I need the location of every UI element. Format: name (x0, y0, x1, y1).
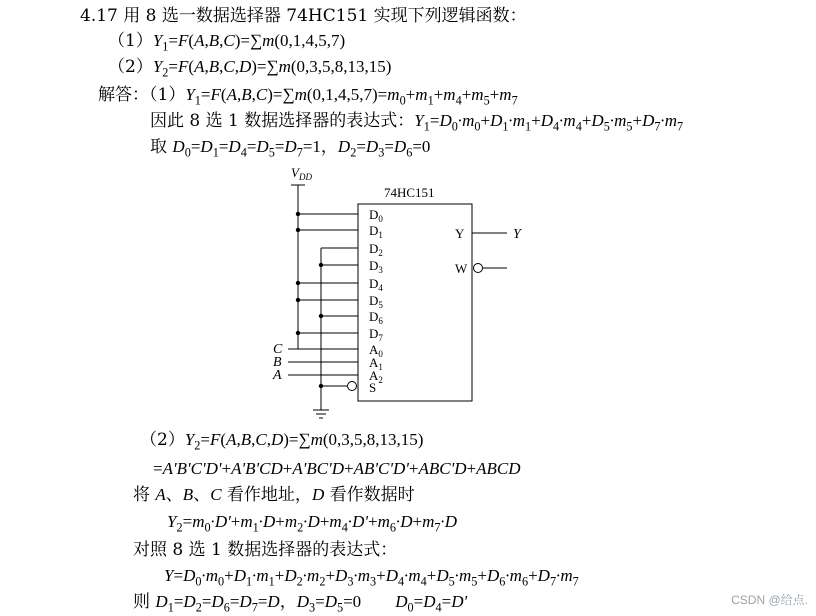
text-line-l13: 则 $D_1=D_2=D_6=D_7=D$，$D_3=D_5=0$ $D_0=D_4=D'$ (133, 592, 468, 615)
watermark: CSDN @给点. (731, 593, 808, 607)
text-line-l7: $(2)Y_2=F(A,B,C,D)=\sum m(0,3,5,8,13,15)$ (140, 430, 424, 453)
text-line-l1: 4.17 用 8 选一数据选择器 74HC151 实现下列逻辑函数： (80, 6, 527, 26)
addr-input-a: A (273, 368, 282, 383)
pin-label-a0: $A_0$ (369, 342, 383, 359)
pin-label-d5: $D_5$ (369, 293, 383, 310)
pin-label-d0: $D_0$ (369, 207, 383, 224)
text-line-l8: =A'B'C'D'+A'B'CD+A'BC'D+AB'C'D'+ABC'D+ABCD (153, 459, 521, 478)
junction-d0-vdd (296, 212, 300, 216)
pin-label-a1: $A_1$ (369, 355, 383, 372)
text-line-l5: 因此 8 选 1 数据选择器的表达式：$Y_1=D_0\cdot m_0+D_1\cdot m_1+D_4\cdot m_4+D_5\cdot m_5+D_7\cdot m_7$ (150, 111, 684, 134)
pin-label-d1: $D_1$ (369, 223, 383, 240)
text-line-l4: 解答：$(1)Y_1=F(A,B,C)=\sum m(0,1,4,5,7)=m_0+m_1+m_4+m_5+m_7$ (98, 85, 518, 108)
junction-d5-vdd (296, 298, 300, 302)
output-y-label: Y (513, 227, 521, 242)
vdd-label: $V_{DD}$ (291, 165, 312, 182)
pin-label-d7: $D_7$ (369, 326, 383, 343)
pin-label-d4: $D_4$ (369, 276, 383, 293)
pin-label-y: Y (455, 226, 465, 241)
pin-label-d6: $D_6$ (369, 309, 383, 326)
junction-d1-vdd (296, 228, 300, 232)
text-line-l3: $(2)Y_2=F(A,B,C,D)=\sum m(0,3,5,8,13,15)$ (108, 57, 392, 80)
text-line-l11: 对照 8 选 1 数据选择器的表达式： (133, 540, 398, 560)
junction-d6-gnd (319, 314, 323, 318)
addr-input-b: B (273, 355, 282, 370)
text-line-l12: $Y=D_0\cdot m_0+D_1\cdot m_1+D_2\cdot m_2+D_3\cdot m_3+D_4\cdot m_4+D_5\cdot m_5+D_6\cdot m_6+D_7\cdot m_7$ (164, 566, 579, 589)
junction-d3-gnd (319, 263, 323, 267)
chip-name: 74HC151 (384, 185, 435, 200)
pin-label-w: W (455, 261, 468, 276)
text-line-l6: 取 $D_0=D_1=D_4=D_5=D_7=1$，$D_2=D_3=D_6=0$ (150, 137, 431, 160)
text-line-l2: $(1)Y_1=F(A,B,C)=\sum m(0,1,4,5,7)$ (108, 31, 346, 54)
pin-label-d2: $D_2$ (369, 241, 383, 258)
w-inversion-bubble (474, 264, 483, 273)
pin-label-s: S (369, 380, 377, 395)
pin-label-d3: $D_3$ (369, 258, 383, 275)
text-line-l9: 将 A、B、C 看作地址，D 看作数据时 (133, 485, 415, 505)
s-inversion-bubble (348, 382, 357, 391)
junction-d7-vdd (296, 331, 300, 335)
text-line-l10: $Y_2=m_0\cdot D'+m_1\cdot D+m_2\cdot D+m_4\cdot D'+m_6\cdot D+m_7\cdot D$ (167, 512, 458, 535)
pin-label-a2: $A_2$ (369, 368, 383, 385)
junction-d4-vdd (296, 281, 300, 285)
addr-input-c: C (273, 342, 283, 357)
